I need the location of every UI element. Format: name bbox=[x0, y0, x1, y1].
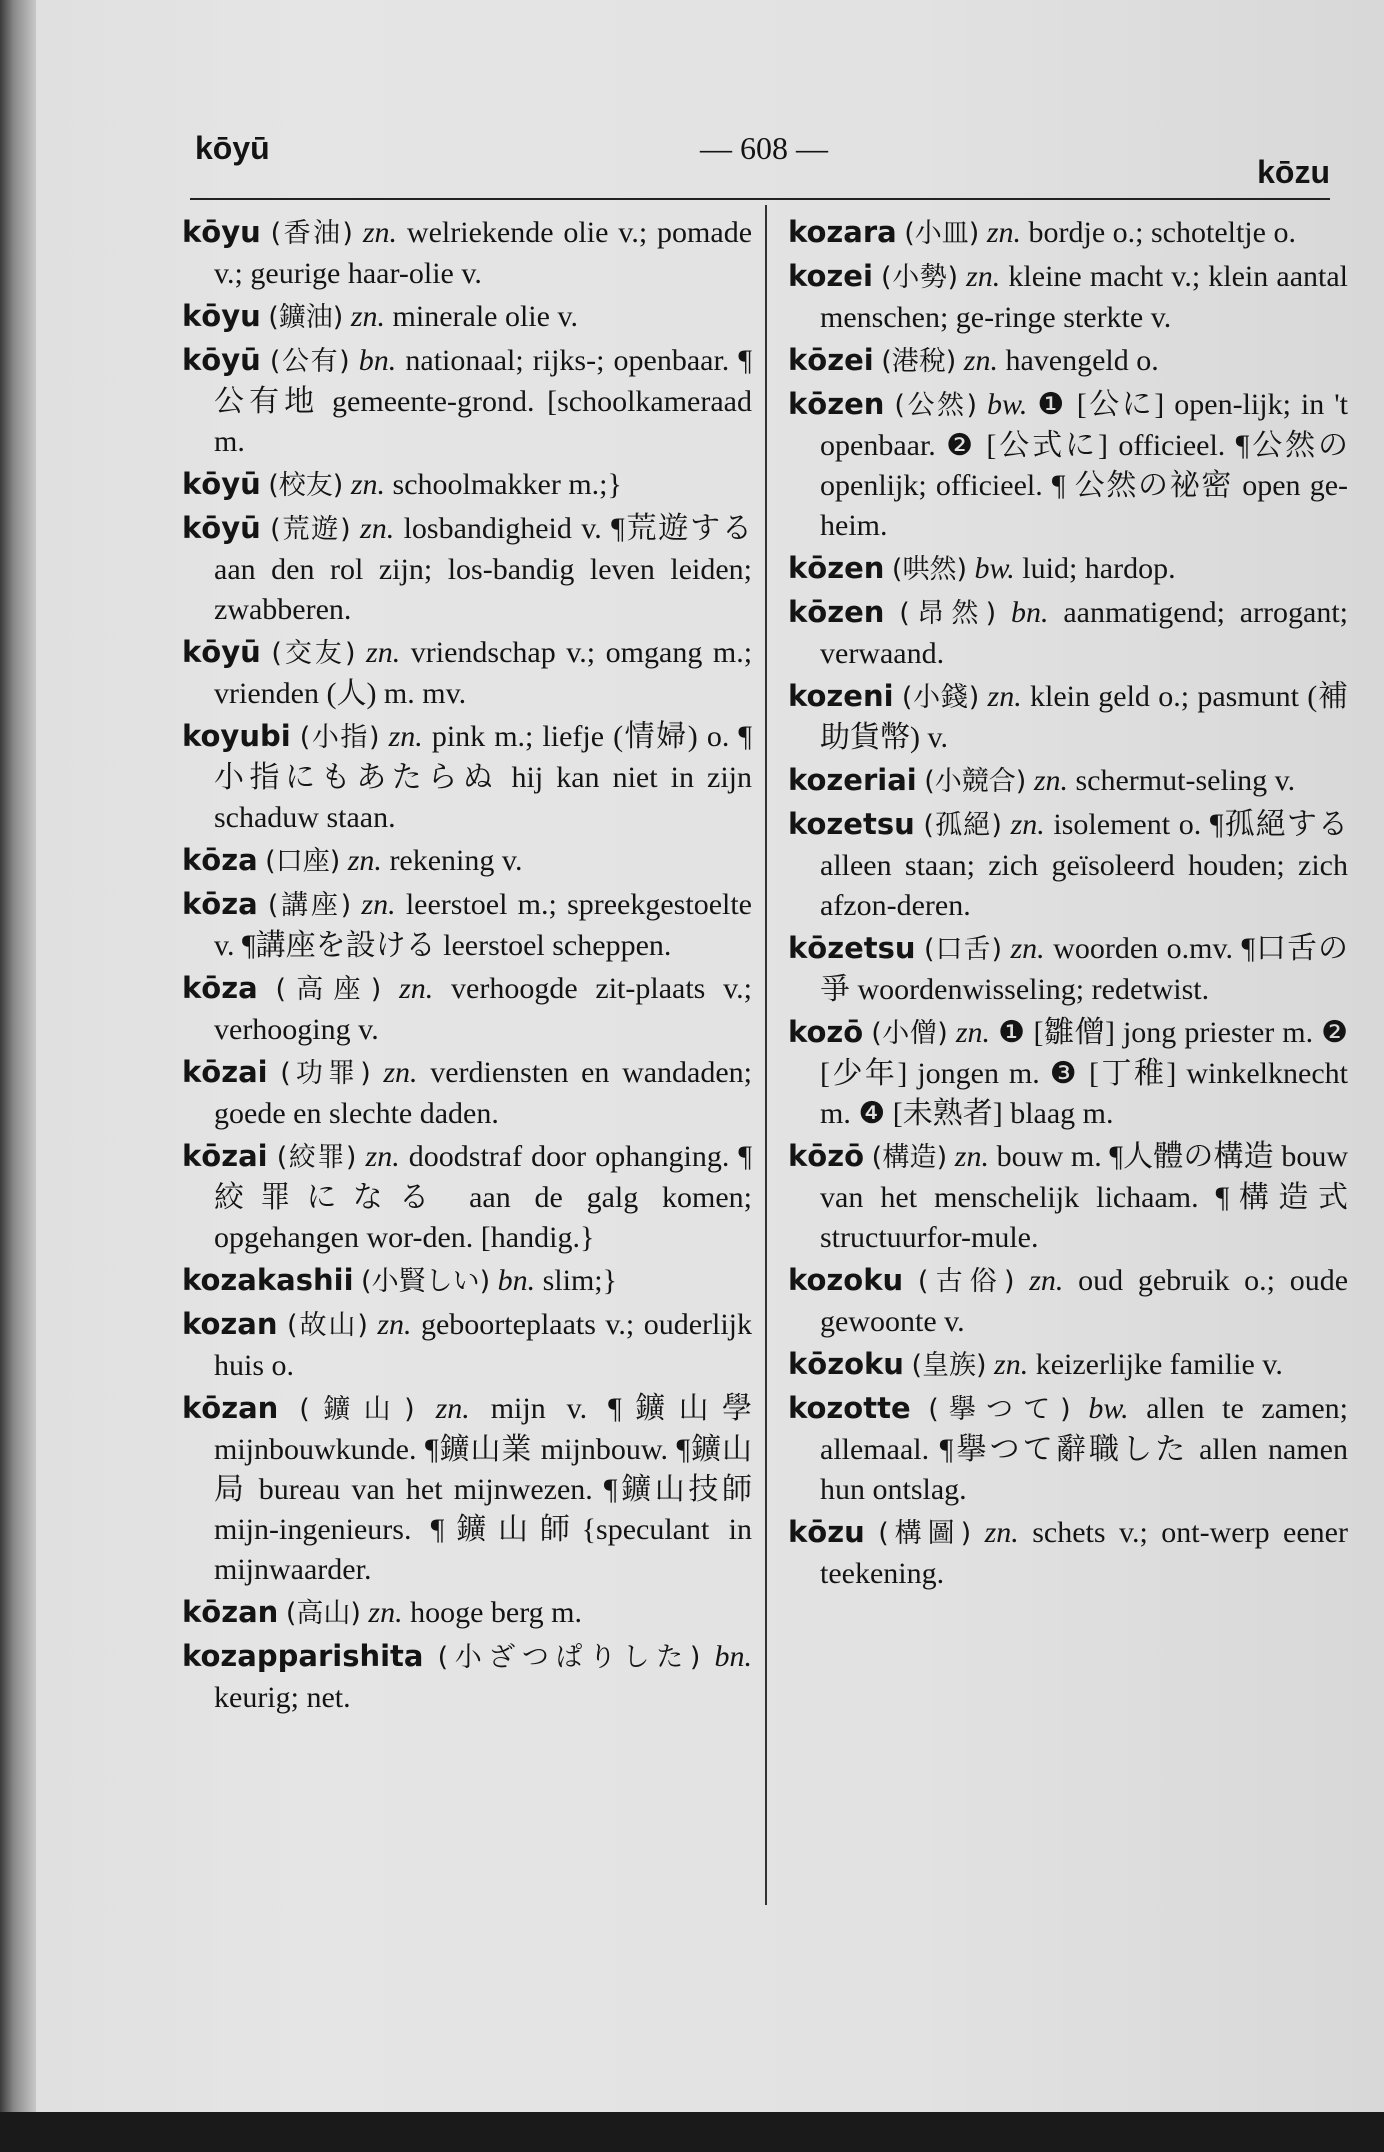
entry-definition: welriekende olie v.; pomade v.; geurige haar-olie v. bbox=[214, 216, 753, 290]
grammar-label: zn. bbox=[347, 844, 382, 877]
dictionary-entry bbox=[182, 840, 752, 882]
grammar-label: bw. bbox=[1088, 1392, 1129, 1425]
headword: kōzei bbox=[788, 343, 874, 377]
header-rule bbox=[190, 198, 1330, 200]
entry-definition: losbandigheid v. ¶荒遊する aan den rol zijn; los-bandig leven leiden; zwabberen. bbox=[214, 512, 753, 626]
page-number: — 608 — bbox=[700, 130, 828, 166]
grammar-label: zn. bbox=[383, 1056, 418, 1089]
grammar-label: zn. bbox=[1029, 1264, 1064, 1297]
dictionary-entry bbox=[788, 928, 1348, 1010]
entry-definition: bouw m. ¶人體の構造 bouw van het menschelijk lichaam. ¶構造式 structuurfor-mule. bbox=[820, 1140, 1349, 1254]
grammar-label: zn. bbox=[388, 720, 423, 753]
headword: kōyū bbox=[182, 467, 261, 501]
headword: kōzen bbox=[788, 551, 885, 585]
entry-definition: minerale olie v. bbox=[392, 300, 579, 333]
headword: kōza bbox=[182, 843, 258, 877]
entry-definition: bordje o.; schoteltje o. bbox=[1028, 216, 1296, 249]
entry-definition: isolement o. ¶孤絕する alleen staan; zich geïsoleerd houden; zich afzon-deren. bbox=[820, 808, 1349, 922]
grammar-label: zn. bbox=[984, 1516, 1019, 1549]
grammar-label: zn. bbox=[1033, 764, 1068, 797]
dictionary-entry bbox=[182, 340, 752, 462]
book-gutter bbox=[0, 0, 36, 2152]
dictionary-entry bbox=[788, 256, 1348, 338]
dictionary-entry bbox=[182, 1636, 752, 1718]
entry-kanji: (小勢) bbox=[881, 262, 958, 293]
entry-kanji: (口舌) bbox=[924, 934, 1003, 965]
headword: kōyū bbox=[182, 635, 261, 669]
entry-definition: luid; hardop. bbox=[1022, 552, 1176, 585]
grammar-label: zn. bbox=[399, 972, 434, 1005]
entry-kanji: (構圖) bbox=[878, 1518, 972, 1549]
headword: kozotte bbox=[788, 1391, 911, 1425]
headword: kozakashii bbox=[182, 1263, 354, 1297]
grammar-label: zn. bbox=[368, 1596, 403, 1629]
dictionary-entry bbox=[182, 968, 752, 1050]
entry-definition: oud gebruik o.; oude gewoonte v. bbox=[820, 1264, 1349, 1338]
entry-kanji: (皇族) bbox=[911, 1350, 987, 1381]
dictionary-entry bbox=[182, 464, 752, 506]
dictionary-entry bbox=[788, 676, 1348, 758]
headword: koyubi bbox=[182, 719, 291, 753]
dictionary-entry bbox=[182, 1592, 752, 1634]
entry-kanji: (鑛山) bbox=[299, 1394, 415, 1425]
grammar-label: zn. bbox=[954, 1140, 989, 1173]
entry-kanji: (小錢) bbox=[901, 682, 980, 713]
entry-definition: keurig; net. bbox=[214, 1681, 351, 1714]
grammar-label: zn. bbox=[377, 1308, 412, 1341]
left-column bbox=[182, 212, 752, 1720]
entry-kanji: (荒遊) bbox=[270, 514, 351, 545]
entry-definition: keizerlijke familie v. bbox=[1035, 1348, 1283, 1381]
grammar-label: zn. bbox=[435, 1392, 470, 1425]
entry-definition: ❶ [雛僧] jong priester m. ❷ [少年] jongen m. ❸ [丁稚] winkelknecht m. ❹ [未熟者] blaag m. bbox=[820, 1016, 1349, 1130]
entry-definition: schets v.; ont-werp eener teekening. bbox=[820, 1516, 1348, 1590]
entry-kanji: (擧つて) bbox=[928, 1394, 1071, 1425]
headword: kozei bbox=[788, 259, 873, 293]
dictionary-entry bbox=[788, 1512, 1348, 1594]
entry-kanji: (絞罪) bbox=[276, 1142, 357, 1173]
dictionary-entry bbox=[788, 340, 1348, 382]
entry-definition: mijn v. ¶鑛山學 mijnbouwkunde. ¶鑛山業 mijnbouw. ¶鑛山局 bureau van het mijnwezen. ¶鑛山技師 mijn-ingenieurs. ¶鑛山師{speculant in mijnwaarder. bbox=[214, 1392, 753, 1586]
headword: kōza bbox=[182, 971, 258, 1005]
entry-definition: klein geld o.; pasmunt (補助貨幣) v. bbox=[820, 680, 1349, 754]
entry-definition: verhoogde zit-plaats v.; verhooging v. bbox=[214, 972, 752, 1046]
entry-definition: vriendschap v.; omgang m.; vrienden (人) m. mv. bbox=[214, 636, 753, 710]
entry-definition: slim;} bbox=[542, 1264, 618, 1297]
entry-definition: ❶ [公に] open-lijk; in 't openbaar. ❷ [公式に] officieel. ¶公然の openlijk; officieel. ¶ 公然の祕密 open ge-heim. bbox=[820, 388, 1349, 542]
entry-kanji: (小ざつぱりした) bbox=[437, 1642, 701, 1673]
entry-kanji: (小指) bbox=[299, 722, 380, 753]
headword: kōzen bbox=[788, 387, 885, 421]
entry-kanji: (高山) bbox=[285, 1598, 361, 1629]
entry-kanji: (公然) bbox=[894, 390, 978, 421]
entry-kanji: (功罪) bbox=[280, 1058, 371, 1089]
headword: kōyū bbox=[182, 511, 261, 545]
dictionary-entry bbox=[788, 1136, 1348, 1258]
entry-definition: pink m.; liefje (情婦) o. ¶小指にもあたらぬ hij kan niet in zijn schaduw staan. bbox=[214, 720, 752, 834]
headword: kozan bbox=[182, 1307, 278, 1341]
headword: kōzen bbox=[788, 595, 885, 629]
grammar-label: zn. bbox=[986, 216, 1022, 249]
dictionary-entry bbox=[182, 632, 752, 714]
entry-kanji: (古俗) bbox=[917, 1266, 1015, 1297]
dictionary-entry bbox=[182, 1052, 752, 1134]
dictionary-entry bbox=[788, 760, 1348, 802]
grammar-label: bn. bbox=[497, 1264, 536, 1297]
entry-kanji: (高座) bbox=[275, 974, 382, 1005]
entry-definition: allen te zamen; allemaal. ¶擧つて辭職した allen namen hun ontslag. bbox=[820, 1392, 1349, 1506]
dictionary-entry bbox=[788, 212, 1348, 254]
dictionary-entry bbox=[788, 592, 1348, 674]
headword: kōzan bbox=[182, 1391, 279, 1425]
entry-kanji: (校友) bbox=[268, 470, 344, 501]
entry-definition: schermut-seling v. bbox=[1075, 764, 1296, 797]
grammar-label: zn. bbox=[350, 300, 386, 333]
entry-definition: rekening v. bbox=[389, 844, 523, 877]
grammar-label: bn. bbox=[358, 344, 397, 377]
headword: kozetsu bbox=[788, 807, 915, 841]
entry-kanji: (港稅) bbox=[881, 346, 957, 377]
grammar-label: bw. bbox=[987, 388, 1028, 421]
headword: kōzai bbox=[182, 1139, 268, 1173]
dictionary-entry bbox=[788, 1260, 1348, 1342]
headword: kōyū bbox=[182, 343, 261, 377]
entry-definition: hooge berg m. bbox=[410, 1596, 582, 1629]
grammar-label: zn. bbox=[987, 680, 1022, 713]
dictionary-entry bbox=[788, 1012, 1348, 1134]
grammar-label: zn. bbox=[366, 636, 401, 669]
grammar-label: zn. bbox=[365, 1140, 400, 1173]
grammar-label: zn. bbox=[361, 888, 396, 921]
entry-kanji: (故山) bbox=[286, 1310, 368, 1341]
entry-definition: doodstraf door ophanging. ¶絞罪になる aan de galg komen; opgehangen wor-den. [handig.} bbox=[214, 1140, 753, 1254]
headword: kōzō bbox=[788, 1139, 865, 1173]
entry-kanji: (哄然) bbox=[891, 554, 967, 585]
dictionary-entry bbox=[788, 804, 1348, 926]
grammar-label: zn. bbox=[966, 260, 1001, 293]
dictionary-entry bbox=[182, 508, 752, 630]
headword: kozara bbox=[788, 215, 897, 249]
header-right-word: kōzu bbox=[1257, 154, 1330, 190]
entry-kanji: (構造) bbox=[871, 1142, 948, 1173]
entry-definition: verdiensten en wandaden; goede en slechte daden. bbox=[214, 1056, 753, 1130]
entry-definition: woorden o.mv. ¶口舌の爭 woordenwisseling; redetwist. bbox=[820, 932, 1349, 1006]
entry-definition: nationaal; rijks-; openbaar. ¶公有地 gemeente-grond. [schoolkameraad m. bbox=[214, 344, 752, 458]
entry-kanji: (小賢しい) bbox=[361, 1266, 491, 1297]
right-column bbox=[788, 212, 1348, 1596]
dictionary-entry bbox=[182, 212, 752, 294]
grammar-label: bw. bbox=[974, 552, 1015, 585]
entry-definition: geboorteplaats v.; ouderlijk huis o. bbox=[214, 1308, 753, 1382]
entry-definition: kleine macht v.; klein aantal menschen; ge-ringe sterkte v. bbox=[820, 260, 1348, 334]
column-divider bbox=[765, 205, 767, 1905]
entry-kanji: (香油) bbox=[270, 218, 353, 249]
headword: kōzai bbox=[182, 1055, 268, 1089]
dictionary-entry bbox=[182, 716, 752, 838]
dictionary-entry bbox=[182, 1260, 752, 1302]
entry-kanji: (講座) bbox=[267, 890, 352, 921]
headword: kōzoku bbox=[788, 1347, 904, 1381]
headword: kozoku bbox=[788, 1263, 904, 1297]
grammar-label: zn. bbox=[963, 344, 998, 377]
headword: kozeni bbox=[788, 679, 894, 713]
headword: kozō bbox=[788, 1015, 864, 1049]
grammar-label: zn. bbox=[994, 1348, 1029, 1381]
headword: kōzetsu bbox=[788, 931, 916, 965]
entry-kanji: (口座) bbox=[265, 846, 341, 877]
dictionary-entry bbox=[182, 1388, 752, 1590]
dictionary-entry bbox=[182, 1136, 752, 1258]
dictionary-entry bbox=[788, 384, 1348, 546]
dictionary-entry bbox=[182, 1304, 752, 1386]
entry-kanji: (小皿) bbox=[904, 218, 980, 249]
headword: kōzu bbox=[788, 1515, 865, 1549]
entry-kanji: (公有) bbox=[269, 346, 350, 377]
headword: kōyu bbox=[182, 215, 261, 249]
grammar-label: zn. bbox=[360, 512, 395, 545]
dictionary-entry bbox=[788, 1344, 1348, 1386]
headword: kozapparishita bbox=[182, 1639, 424, 1673]
entry-kanji: (交友) bbox=[271, 638, 356, 669]
page-header bbox=[195, 130, 1330, 190]
dictionary-entry bbox=[182, 296, 752, 338]
grammar-label: bn. bbox=[1011, 596, 1049, 629]
entry-kanji: (小競合) bbox=[924, 766, 1027, 797]
headword: kōyu bbox=[182, 299, 261, 333]
grammar-label: bn. bbox=[714, 1640, 752, 1673]
dictionary-entry bbox=[182, 884, 752, 966]
grammar-label: zn. bbox=[1010, 932, 1045, 965]
entry-kanji: (小僧) bbox=[871, 1018, 948, 1049]
entry-definition: aanmatigend; arrogant; verwaand. bbox=[820, 596, 1349, 670]
entry-kanji: (鑛油) bbox=[268, 302, 344, 333]
entry-definition: havengeld o. bbox=[1005, 344, 1159, 377]
entry-kanji: (孤絕) bbox=[923, 810, 1002, 841]
bottom-edge bbox=[0, 2112, 1384, 2152]
dictionary-entry bbox=[788, 548, 1348, 590]
header-left-word: kōyū bbox=[195, 130, 270, 166]
grammar-label: zn. bbox=[350, 468, 386, 501]
headword: kozeriai bbox=[788, 763, 917, 797]
entry-kanji: (昂然) bbox=[899, 598, 997, 629]
grammar-label: zn. bbox=[1010, 808, 1045, 841]
headword: kōzan bbox=[182, 1595, 279, 1629]
entry-definition: leerstoel m.; spreekgestoelte v. ¶講座を設ける leerstoel scheppen. bbox=[214, 888, 752, 962]
entry-definition: schoolmakker m.;} bbox=[392, 468, 622, 501]
dictionary-entry bbox=[788, 1388, 1348, 1510]
grammar-label: zn. bbox=[362, 216, 398, 249]
grammar-label: zn. bbox=[955, 1016, 991, 1049]
headword: kōza bbox=[182, 887, 258, 921]
